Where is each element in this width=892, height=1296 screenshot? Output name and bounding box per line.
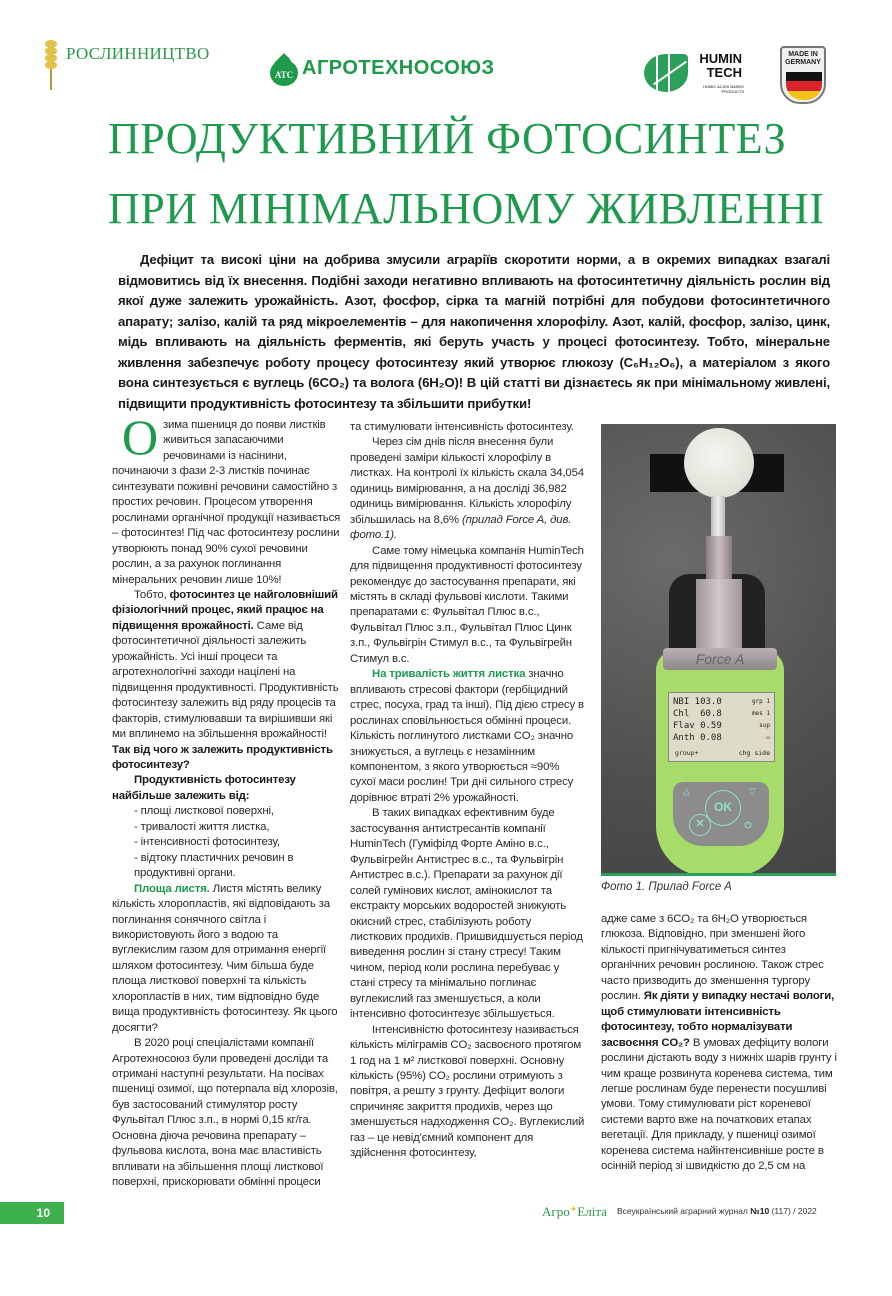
section-tag (42, 40, 210, 90)
list-item: - площі листкової поверхні, (134, 805, 274, 818)
sensor-head (684, 428, 754, 498)
down-arrow-icon: ▽ (749, 786, 756, 796)
page-header (0, 38, 892, 108)
article-title: ПРОДУКТИВНИЙ ФОТОСИНТЕЗ ПРИ МІНІМАЛЬНОМУ ЖИВЛЕННІ (108, 114, 825, 233)
list-item: - відтоку пластичних речовин в продуктивні органи. (134, 851, 294, 880)
section-label: РОСЛИННИЦТВО (66, 44, 210, 63)
wheat-icon (42, 40, 60, 90)
device-screen: NBI 103.0 grp 1 Chl 60.8 mes 1 Flav 0.59 sup Anth 0.08 ▭ group+ chg side (668, 692, 775, 762)
column-2: та стимулювати інтенсивність фотосинтезу. Через сім днів після внесення були проведені заміри кількості хлорофілу в листках. На контролі їх кількість скала 34,054 одиниць вимірювання, а на досліді 36,982 одиниць вимірювання. Кількість хлорофілу збільшилась на 8,6% (прилад Force A, див. фото.1). Саме тому німецька компанія HuminTech для підвищення продуктивності фотосинтезу рекомендує до застосування препарати, які містять в складі фульвові кислоти. Такими препаратами є: Фульвітал Плюс в.с., Фульвітал Плюс з.п., Фульвітал Плюс Цинк з.п., Фульвігрін Стимул в.с., та Фульвігрейн Стимул в.с. На тривалість життя листка значно впливають стресові фактори (гербіцидний стрес, посуха, град та інші). Під дією стресу в рослинах сповільнюється обмінні процеси. Кількість поглинутого листками CO₂ значно знижується, а вуглець є незамінним компонентом, з якого утворюється ≈90% сухої маси рослин! Три дні сильного стресу дорівнює втраті 2% урожайності. В таких випадках ефективним буде застосування антистресантів компанії HuminTech (Гуміфілд Форте Аміно в.с., Фульвігрейн Антистрес в.с., та Фульвігрін Антистрес в.с.). Препарати за рахунок дії солей гумінових кислот, амінокислот та екстракту морських водоростей знижують окисний стрес, стабілізують роботу листкових продихів. Пришвидшується період виведення рослин зі стану стресу! Таким чином, період коли рослина перебуває у стані стресу та мінімально поглинає вуглекислий газ зменшується, а коли інтенсивно фотосинтезує збільшується. Інтенсивністю фотосинтезу називається кількість міліграмів CO₂ засвоєного протягом 1 год на 1 м² листкової поверхні. Основну кількість (95%) CO₂ рослини отримують з повітря, а решту з грунту. Дефіцит вологи спричиняє закриття продихів, через що зменшується надходження CO₂. Вуглекислий газ – це невід'ємний компонент для здійснення фотосинтезу, (350, 421, 585, 1160)
drop-cap: О (122, 409, 158, 465)
list-item: - тривалості життя листка, (134, 820, 270, 833)
subheading-leaf-life: На тривалість життя листка (372, 668, 526, 681)
drop-icon: ATC (270, 50, 298, 86)
column-3: адже саме з 6CO₂ та 6H₂O утворюється глюкоза. Відповідно, при зменшені його кількості пригнічуватиметься синтез органічних речовин рослиною. Також стрес часто призводить до зменшення тургору рослин. Як діяти у випадку нестачі вологи, щоб стимулювати інтенсивність фотосинтезу, тобто нормалізувати засвоєння CO₂? В умовах дефіциту вологи рослини дістають воду з нижніх шарів грунту і чим краще розвинута коренева система, тим легше рослинам буде перенести посушливі умови. Тому стимулювати ріст кореневої системи варто вже на початкових етапах вегетації. Для прикладу, у пшениці озимої коренева система найінтенсивніше росте в осінній період зі швидкістю до 2,5 см на (601, 913, 837, 1173)
subheading-leaf-area: Площа листя. (134, 882, 210, 895)
humintech-logo: HUMIN TECH HUMIC ACIDS BASED PRODUCTS (644, 48, 744, 94)
power-key-icon: ⏻ (744, 820, 752, 830)
ok-key: OK (705, 790, 741, 826)
leaf-icon (644, 54, 688, 92)
article-lead: Дефіцит та високі ціни на добрива змусили аграріїв скоротити норми, а в окремих випадках взагалі відмовитись від їх внесення. Подібні заходи негативно впливають на фотосинтетичну діяльність рослин від якої дуже залежить урожайність. Азот, фосфор, сірка та магній потрібні для побудови фотосинтетичного апарату; залізо, калій та ряд мікроелементів – для накопичення хлорофілу. Азот, калій, фосфор, залізо, цинк, мідь впливають на діяльність ферментів, які беруть участь у процесі фотосинтезу. Тобто, мінеральне живлення забезпечує роботу процесу фотосинтезу який утворює глюкозу (C₆H₁₂O₆), а матеріалом з якого вона синтезується є вуглець (6CO₂) та волога (6H₂O)! В цій статті ви дізнаєтесь як при мінімальному живлені, підвищити продуктивність фотосинтезу та збільшити прибутки! (118, 252, 830, 411)
photo-caption: Фото 1. Прилад Force A (601, 881, 732, 893)
journal-info: Всеукраїнський аграрний журнал №10 (117) / 2022 (617, 1206, 817, 1216)
made-in-germany-badge: MADE IN GERMANY (780, 46, 826, 104)
partner-name: АГРОТЕХНОСОЮЗ (302, 56, 495, 79)
cancel-key-icon: ✕ (689, 814, 711, 836)
page-number: 10 (0, 1202, 64, 1224)
magazine-brand: Агро✦Еліта (542, 1204, 607, 1219)
list-item: - інтенсивності фотосинтезу, (134, 836, 280, 849)
up-arrow-icon: △ (683, 786, 690, 796)
device-brand: Force A (663, 648, 777, 670)
column-1: О зима пшениця до появи листків живиться запасаючими речовинами із насінини, починаючи з фази 2-3 листків починає синтезувати поживні речовини самостійно з простих речовин. Процесом утворення рослинами органічної продукції називається – фотосинтез! Під час фотосинтезу рослини утворюють понад 90% сухої речовини рослин, а за рахунок поглинання мінеральних речовин лише 10%! Тобто, фотосинтез це найголовніший фізіологічний процес, який працює на підвищення врожайності. Саме від фотосинтетичної діяльності залежить урожайність. Усі інші процеси та агротехнологічні заходи націлені на підвищення продуктивності. Продуктивність фотосинтезу залежить від ряду процесів та факторів, стимулювавши та вирішивши які ми вплинемо на збільшення врожайності! Так від чого ж залежить продуктивність фотосинтезу? Продуктивність фотосинтезу найбільше залежить від: - площі листкової поверхні, - тривалості життя листка, - інтенсивності фотосинтезу, - відтоку пластичних речовин в продуктивні органи. Площа листя. Листя містять велику кількість хлоропластів, які відповідають за поглинання сонячного світла і використовують його з водою та вуглекислим газом для отримання енергії шляхом фотосинтезу. Чим більша буде площа листкової поверхні та кількість хлоропластів в них, тим відповідно буде вища продуктивність фотосинтезу. Як цього досягти? В 2020 році спеціалістами компанії Агротехносоюз були проведені досліди та отримані наступні результати. На посівах пшениці озимої, що потерпала від хлорозів, був застосований стимулятор росту Фульвітал Плюс з.п., в нормі 0,15 кг/га. Основна діюча речовина препарату – фульвова кислота, вона має властивість впливати на збільшення площі листкової поверхні, прискорювати обмінні процеси (112, 418, 344, 1191)
star-icon: ✦ (569, 1204, 578, 1214)
agrotechnosoyuz-logo (270, 50, 494, 86)
german-flag-icon (786, 72, 822, 100)
photo-force-a-device (601, 424, 836, 876)
